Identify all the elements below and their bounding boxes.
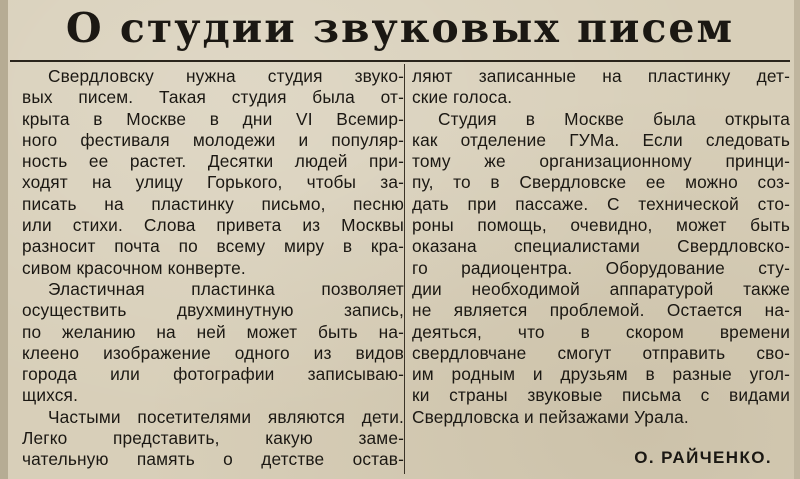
author-signature: О. РАЙЧЕНКО.	[634, 448, 772, 467]
text-line: свердловчане смогут отправить сво-	[412, 342, 790, 363]
text-line: ность ее растет. Десятки людей при-	[22, 151, 404, 172]
text-line: Легко представить, какую заме-	[22, 428, 404, 449]
headline-rule	[10, 60, 790, 62]
text-line: роны помощь, очевидно, может быть	[412, 215, 790, 236]
text-line: оказана специалистами Свердловско-	[412, 236, 790, 257]
page-edge-left	[0, 0, 8, 479]
text-line: Эластичная пластинка позволяет	[48, 278, 404, 299]
text-line: крыта в Москве в дни VI Всемир-	[22, 108, 404, 129]
text-line: не является проблемой. Остается на-	[412, 300, 790, 321]
text-line: или стихи. Слова привета из Москвы	[22, 215, 404, 236]
text-line: осуществить двухминутную запись,	[22, 300, 404, 321]
text-line: Частыми посетителями являются дети.	[48, 406, 404, 427]
text-line: дать при пассаже. С технической сто-	[412, 193, 790, 214]
text-line: писать на пластинку письмо, песню	[22, 193, 404, 214]
text-line: ходят на улицу Горького, чтобы за-	[22, 172, 404, 193]
text-line: города или фотографии записываю-	[22, 364, 404, 385]
text-line: разносит почта по всему миру в кра-	[22, 236, 404, 257]
text-line: тому же организационному принци-	[412, 151, 790, 172]
text-line: пу, то в Свердловске ее можно соз-	[412, 172, 790, 193]
text-line: Студия в Москве была открыта	[438, 108, 790, 129]
text-line: по желанию на ней может быть на-	[22, 321, 404, 342]
text-line: Свердловску нужна студия звуко-	[48, 66, 404, 86]
text-line: ного фестиваля молодежи и популяр-	[22, 129, 404, 150]
text-line: дии необходимой аппаратурой также	[412, 278, 790, 299]
text-line: щихся.	[22, 385, 79, 406]
text-line: деяться, что в скором времени	[412, 321, 790, 342]
text-line: Свердловска и пейзажами Урала.	[412, 406, 689, 427]
left-column	[22, 66, 404, 471]
page-edge-right	[794, 0, 800, 479]
text-line: вых писем. Такая студия была от-	[22, 87, 404, 108]
article-headline: О студии звуковых писем	[65, 4, 735, 52]
text-line: клеено изображение одного из видов	[22, 342, 404, 363]
text-line: ки страны звуковые письма с видами	[412, 385, 790, 406]
text-line: им родным и друзьям в разные угол-	[412, 364, 790, 385]
text-line: ляют записанные на пластинку дет-	[412, 66, 790, 86]
text-line: ские голоса.	[412, 87, 513, 108]
text-line: сивом красочном конверте.	[22, 257, 246, 278]
text-line: чательную память о детстве остав-	[22, 449, 404, 470]
text-line: го радиоцентра. Оборудование сту-	[412, 257, 790, 278]
text-line: как отделение ГУМа. Если следовать	[412, 129, 790, 150]
right-column	[412, 66, 790, 428]
column-divider	[404, 64, 405, 474]
